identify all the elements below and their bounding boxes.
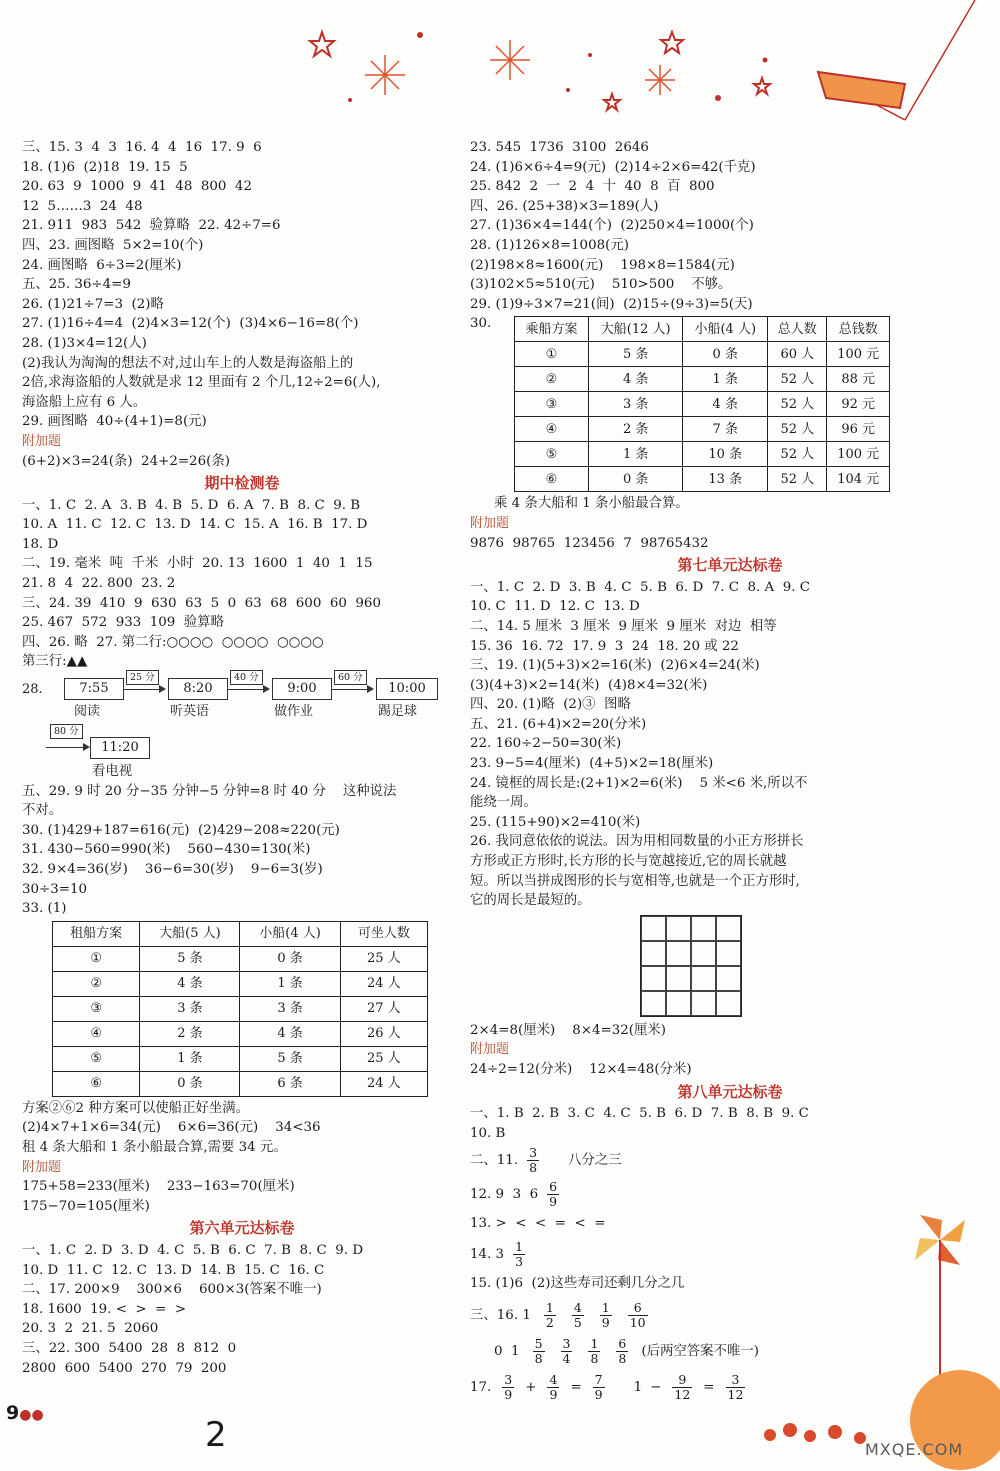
answer-line: 二、19. 毫米 吨 千米 小时 20. 13 1600 1 40 1 15 [22, 556, 373, 572]
numerator: 3 [529, 1144, 538, 1160]
table-cell: 24 人 [340, 971, 427, 996]
table-row [515, 342, 890, 367]
fraction [547, 1180, 559, 1209]
table-cell: 1 条 [140, 1046, 240, 1071]
arrow-icon [332, 689, 368, 690]
firework-icon [365, 40, 675, 95]
numerator: 4 [573, 1299, 582, 1315]
answer-note: (后两空答案不唯一) [641, 1343, 759, 1359]
numerator: 1 [515, 1238, 524, 1254]
table-cell: 3 条 [140, 996, 240, 1021]
answer-line: 不对。 [22, 803, 63, 819]
table-header: 大船(5 人) [140, 921, 240, 946]
numerator: 6 [628, 1301, 648, 1316]
answer-line: 五、25. 36÷4=9 [22, 277, 131, 293]
page-number: 9●● [6, 1402, 44, 1424]
table-cell: ② [53, 971, 140, 996]
numerator: 3 [504, 1371, 513, 1387]
answer-text: 12. 9 3 6 [470, 1186, 539, 1202]
answer-text: 14. 3 [470, 1246, 505, 1262]
answer-line: 30÷3=10 [22, 881, 88, 897]
fraction [572, 1301, 584, 1330]
question-number: 28. [22, 682, 43, 698]
activity-label: 阅读 [74, 704, 101, 720]
answer-line: 29. (1)9÷3×7=21(间) (2)15÷(9÷3)=5(天) [470, 296, 753, 312]
section-title-unit6: 第六单元达标卷 [189, 1219, 295, 1238]
fraction [593, 1373, 605, 1402]
answer-line: 23. 9−5=4(厘米) (4+5)×2=18(厘米) [470, 756, 714, 772]
numerator: 5 [534, 1335, 543, 1351]
bonus-answer: 9876 98765 123456 7 98765432 [470, 535, 709, 551]
table-cell: ② [515, 367, 589, 392]
table-cell: 10 条 [683, 442, 768, 467]
denominator: 12 [674, 1386, 691, 1402]
answer-line: 30. (1)429+187=616(元) (2)429−208≈220(元) [22, 822, 340, 838]
fraction [533, 1337, 545, 1366]
table-row [53, 996, 428, 1021]
table-cell: 6 条 [240, 1071, 340, 1096]
answer-line: 27. (1)16÷4=4 (2)4×3=12(个) (3)4×6−16=8(个) [22, 316, 359, 332]
answer-line: 三、24. 39 410 9 630 63 5 0 63 68 600 60 960 [22, 595, 381, 611]
table-row [53, 971, 428, 996]
table-header: 总钱数 [827, 317, 890, 342]
answer-line: 五、21. (6+4)×2=20(分米) [470, 716, 647, 732]
answers-block-b [470, 578, 990, 911]
answer-line: 29. 画图略 40÷(4+1)=8(元) [22, 414, 207, 430]
denominator: 9 [549, 1193, 558, 1209]
answer-line: (2)我认为淘淘的想法不对,过山车上的人数是海盗船上的 [22, 355, 354, 371]
table-row [515, 467, 890, 492]
time-box: 9:00 [272, 678, 332, 700]
table-cell: 26 人 [340, 1021, 427, 1046]
answer-line: 五、29. 9 时 20 分−35 分钟−5 分钟=8 时 40 分 这种说法 [22, 783, 397, 799]
answer-line: 2800 600 5400 270 79 200 [22, 1360, 227, 1376]
answers-block-b [22, 496, 462, 672]
table-header: 大船(12 人) [589, 317, 683, 342]
answer-line: 24. 画图略 6÷3=2(厘米) [22, 257, 182, 273]
arrow-icon [124, 689, 160, 690]
answer-line: 2倍,求海盗船的人数就是求 12 里面有 2 个几,12÷2=6(人), [22, 375, 381, 391]
pinwheel-illustration [760, 1180, 1000, 1471]
question-11 [470, 1143, 990, 1177]
numerator: 1 [601, 1299, 610, 1315]
minus-sign: − [650, 1379, 662, 1395]
table-row [515, 367, 890, 392]
answer-line: (2)4×7+1×6=34(元) 6×6=36(元) 34<36 [22, 1120, 321, 1136]
answer-line: 15. 36 16. 72 17. 9 3 24 18. 20 或 22 [470, 638, 739, 654]
table-cell: ④ [53, 1021, 140, 1046]
time-box: 7:55 [64, 678, 124, 700]
boat-plan-table [52, 921, 428, 1097]
denominator: 9 [601, 1314, 610, 1330]
denominator: 12 [727, 1386, 744, 1402]
answer-line: 26. (1)21÷7=3 (2)略 [22, 296, 164, 312]
answer-line: 二、17. 200×9 300×6 600×3(答案不唯一) [22, 1282, 322, 1298]
numerator: 3 [726, 1373, 746, 1388]
table-header: 总人数 [768, 317, 827, 342]
denominator: 5 [573, 1314, 582, 1330]
dot-decoration [348, 32, 768, 102]
table-cell: 4 条 [683, 392, 768, 417]
page-number-text: 9 [6, 1402, 20, 1424]
answer-line: 四、20. (1)略 (2)③ 图略 [470, 697, 631, 713]
table-cell: ⑤ [53, 1046, 140, 1071]
fraction [726, 1373, 746, 1402]
denominator: 8 [534, 1350, 543, 1366]
table-cell: 3 条 [240, 996, 340, 1021]
answer-line: 25. 467 572 933 109 验算略 [22, 615, 225, 631]
fraction [628, 1301, 648, 1330]
activity-label: 看电视 [92, 764, 133, 780]
bonus-label: 附加题 [22, 1159, 62, 1175]
answers-block-d [22, 1099, 462, 1158]
table-cell: 100 元 [827, 342, 890, 367]
plus-sign: + [525, 1379, 537, 1395]
answer-line: (3)102×5≈510(元) 510>500 不够。 [470, 277, 732, 293]
answer-line: 18. (1)6 (2)18 19. 15 5 [22, 159, 188, 175]
answer-line: 33. (1) [22, 901, 67, 917]
answer-line: 四、26. 略 27. 第二行:○○○○ ○○○○ ○○○○ [22, 634, 324, 650]
answers-block-c [22, 782, 462, 919]
fraction [544, 1301, 556, 1330]
answer-line: 四、26. (25+38)×3=189(人) [470, 198, 659, 214]
denominator: 9 [504, 1386, 513, 1402]
table-cell: 4 条 [140, 971, 240, 996]
answer-line: 12 5……3 24 48 [22, 198, 143, 214]
left-column [22, 138, 462, 1378]
table-row [53, 1021, 428, 1046]
question-number: 二、11. [470, 1152, 519, 1168]
table-cell: 25 人 [340, 1046, 427, 1071]
swing-icon [818, 0, 975, 120]
table-cell: ③ [515, 392, 589, 417]
table-cell: 52 人 [768, 467, 827, 492]
time-box: 11:20 [90, 737, 150, 759]
table-cell: 96 元 [827, 417, 890, 442]
answer-line: 18. D [22, 536, 59, 552]
answer-line: 23. 545 1736 3100 2646 [470, 140, 649, 155]
fraction [502, 1373, 514, 1402]
section-title-midterm: 期中检测卷 [204, 474, 280, 493]
table-cell: 27 人 [340, 996, 427, 1021]
denominator: 8 [529, 1159, 538, 1175]
answer-line: 10. B [470, 1125, 506, 1141]
fraction [672, 1373, 692, 1402]
arrow-icon [228, 689, 264, 690]
answer-line: 四、23. 画图略 5×2=10(个) [22, 237, 204, 253]
bonus-answer: 175+58=233(厘米) 233−163=70(厘米) [22, 1179, 295, 1195]
answer-line: 31. 430−560=990(米) 560−430=130(米) [22, 842, 311, 858]
interval-tag: 60 分 [334, 670, 367, 685]
table-cell: 4 条 [589, 367, 683, 392]
table-cell: 5 条 [589, 342, 683, 367]
table-cell: 1 条 [683, 367, 768, 392]
answer-line: 一、1. C 2. D 3. B 4. C 5. B 6. D 7. C 8. A 9. C [470, 579, 810, 595]
answer-line: 22. 160÷2−50=30(米) [470, 736, 622, 752]
table-cell: 2 条 [589, 417, 683, 442]
table-cell: 88 元 [827, 367, 890, 392]
denominator: 9 [594, 1386, 603, 1402]
answer-line: 一、1. C 2. A 3. B 4. B 5. D 6. A 7. B 8. C 9. B [22, 497, 361, 513]
table-header: 小船(4 人) [683, 317, 768, 342]
answer-line: 21. 911 983 542 验算略 22. 42÷7=6 [22, 218, 281, 234]
table-header-row [515, 317, 890, 342]
bonus-label: 附加题 [470, 515, 510, 531]
table-cell: ⑤ [515, 442, 589, 467]
table-header: 可坐人数 [340, 921, 427, 946]
numerator: 6 [618, 1335, 627, 1351]
answer-line: 25. (115+90)×2=410(米) [470, 814, 641, 830]
denominator: 10 [629, 1314, 646, 1330]
answer-line: 方案②⑥2 种方案可以使船正好坐满。 [22, 1100, 250, 1116]
question-30 [470, 314, 990, 494]
table-cell: 92 元 [827, 392, 890, 417]
answer-line: 第三行:▲▲ [22, 654, 88, 670]
fraction [616, 1337, 628, 1366]
table-row [53, 946, 428, 971]
table-cell: 1 条 [589, 442, 683, 467]
activity-label: 听英语 [170, 704, 210, 720]
answer-line: 海盗船上应有 6 人。 [22, 394, 147, 410]
answer-line: 15. (1)6 (2)这些寿司还剩几分之几 [470, 1276, 685, 1292]
table-header: 乘船方案 [515, 317, 589, 342]
answer-line: 20. 3 2 21. 5 2060 [22, 1321, 159, 1337]
table-cell: ④ [515, 417, 589, 442]
star-icon [310, 32, 770, 110]
interval-tag: 40 分 [230, 670, 263, 685]
table-cell: ① [53, 946, 140, 971]
question-number: 30. [470, 316, 492, 332]
time-box: 8:20 [168, 678, 228, 700]
table-cell: 2 条 [140, 1021, 240, 1046]
answer-line: 32. 9×4=36(岁) 36−6=30(岁) 9−6=3(岁) [22, 862, 323, 877]
denominator: 2 [545, 1314, 554, 1330]
fraction [513, 1240, 525, 1269]
section-title-unit8: 第八单元达标卷 [677, 1082, 783, 1101]
table-cell: 104 元 [827, 467, 890, 492]
table-row [515, 392, 890, 417]
square-grid-figure [640, 915, 742, 1017]
answer-line: 一、1. C 2. D 3. D 4. C 5. B 6. C 7. B 8. C 9. D [22, 1242, 364, 1258]
answer-line: (3)(4+3)×2=14(米) (4)8×4=32(米) [470, 677, 708, 693]
denominator: 8 [590, 1350, 599, 1366]
numerator: 7 [594, 1371, 603, 1387]
fraction [527, 1146, 539, 1175]
table-cell: 24 人 [340, 1071, 427, 1096]
fraction [561, 1337, 573, 1366]
answer-line: 26. 我同意依依的说法。因为用相同数量的小正方形拼长 [470, 834, 804, 850]
bonus-answer: 24÷2=12(分米) 12×4=48(分米) [470, 1062, 692, 1077]
table-cell: 0 条 [589, 467, 683, 492]
answer-text: 0 1 [494, 1343, 520, 1359]
timeline-diagram [22, 674, 462, 760]
pinwheel-icon [915, 1215, 965, 1380]
table-cell: 3 条 [589, 392, 683, 417]
table-header: 小船(4 人) [240, 921, 340, 946]
table-cell: 5 条 [140, 946, 240, 971]
whole-number: 1 [633, 1379, 643, 1395]
bonus-answer: 175−70=105(厘米) [22, 1198, 150, 1214]
numerator: 1 [545, 1299, 554, 1315]
table-header-row [53, 921, 428, 946]
handwritten-mark: 2 [205, 1415, 227, 1455]
table-cell: ① [515, 342, 589, 367]
section-title-unit7: 第七单元达标卷 [677, 556, 783, 575]
table-row [515, 442, 890, 467]
activity-label: 踢足球 [378, 704, 418, 720]
bonus-label: 附加题 [22, 433, 62, 449]
fraction [547, 1373, 559, 1402]
table-cell: 52 人 [768, 367, 827, 392]
answers-block-e [22, 1241, 462, 1378]
time-box: 10:00 [376, 678, 438, 700]
answer-line: 10. A 11. C 12. C 13. D 14. C 15. A 16. B 17. D [22, 517, 368, 533]
table-cell: 52 人 [768, 442, 827, 467]
answer-line: 13. > < < = < = [470, 1216, 606, 1232]
table-cell: 60 人 [768, 342, 827, 367]
answer-line: 它的周长是最短的。 [470, 893, 591, 909]
bonus-label: 附加题 [470, 1042, 510, 1058]
table-row [515, 417, 890, 442]
bonus-answer: (6+2)×3=24(条) 24+2=26(条) [22, 453, 230, 469]
table-cell: ⑥ [53, 1071, 140, 1096]
numerator: 4 [549, 1371, 558, 1387]
answer-line: 二、14. 5 厘米 3 厘米 9 厘米 9 厘米 对边 相等 [470, 618, 777, 634]
numerator: 6 [549, 1178, 558, 1194]
answer-line: 一、1. B 2. B 3. C 4. C 5. B 6. D 7. B 8. B 9. C [470, 1106, 809, 1122]
answer-line: 28. (1)126×8=1008(元) [470, 237, 629, 253]
table-cell: 0 条 [683, 342, 768, 367]
answer-line: 能绕一周。 [470, 795, 537, 811]
answer-text: 八分之三 [568, 1152, 622, 1168]
answer-line: 24. (1)6×6÷4=9(元) (2)14÷2×6=42(千克) [470, 159, 756, 175]
interval-tag: 80 分 [50, 724, 83, 739]
table-cell: 0 条 [240, 946, 340, 971]
equals-sign: = [570, 1379, 582, 1395]
answer-line: 10. C 11. D 12. C 13. D [470, 599, 640, 615]
answer-line: 27. (1)36×4=144(个) (2)250×4=1000(个) [470, 218, 754, 234]
answer-text: 三、16. 1 [470, 1307, 531, 1323]
answer-line: 三、22. 300 5400 28 8 812 0 [22, 1340, 237, 1356]
arrow-icon [46, 747, 84, 748]
table-cell: 5 条 [240, 1046, 340, 1071]
answer-line: 2×4=8(厘米) 8×4=32(厘米) [470, 1022, 667, 1038]
header-decoration [0, 0, 1000, 130]
answer-line: 18. 1600 19. < > = > [22, 1301, 187, 1317]
table-cell: 7 条 [683, 417, 768, 442]
numerator: 1 [590, 1335, 599, 1351]
table-row [53, 1071, 428, 1096]
table-cell: 13 条 [683, 467, 768, 492]
table-cell: 52 人 [768, 392, 827, 417]
table-cell: 100 元 [827, 442, 890, 467]
interval-tag: 25 分 [126, 670, 159, 685]
fraction [600, 1301, 612, 1330]
denominator: 3 [515, 1253, 524, 1269]
answer-line: 三、15. 3 4 3 16. 4 4 16 17. 9 6 [22, 140, 262, 155]
answers-block-a [470, 138, 990, 314]
denominator: 4 [562, 1350, 571, 1366]
table-cell: ③ [53, 996, 140, 1021]
flower-icon [764, 1423, 866, 1444]
answer-line: 方形或正方形时,长方形的长与宽越接近,它的周长就越 [470, 854, 787, 870]
denominator: 9 [549, 1386, 558, 1402]
table-cell: ⑥ [515, 467, 589, 492]
table-cell: 0 条 [140, 1071, 240, 1096]
table-cell: 25 人 [340, 946, 427, 971]
boat-cost-table [514, 316, 890, 492]
answer-line: 25. 842 2 一 2 4 十 40 8 百 800 [470, 179, 715, 195]
equals-sign: = [703, 1379, 715, 1395]
answer-line: 28. (1)3×4=12(人) [22, 335, 147, 351]
table-cell: 52 人 [768, 417, 827, 442]
answer-line: 三、19. (1)(5+3)×2=16(米) (2)6×4=24(米) [470, 658, 760, 674]
watermark: MXQE.COM [865, 1440, 964, 1459]
answer-line: 21. 8 4 22. 800 23. 2 [22, 576, 176, 592]
table-cell: 4 条 [240, 1021, 340, 1046]
answer-line: 租 4 条大船和 1 条小船最合算,需要 34 元。 [22, 1139, 287, 1155]
activity-label: 做作业 [274, 704, 314, 720]
answer-line: 24. 镜框的周长是:(2+1)×2=6(米) 5 米<6 米,所以不 [470, 775, 808, 791]
table-header: 租船方案 [53, 921, 140, 946]
answer-line: 10. D 11. C 12. C 13. D 14. B 15. C 16. C [22, 1262, 325, 1278]
answer-line: 短。所以当拼成图形的长与宽相等,也就是一个正方形时, [470, 873, 800, 889]
question-number: 17. [470, 1379, 492, 1395]
denominator: 8 [618, 1350, 627, 1366]
table-row [53, 1046, 428, 1071]
numerator: 9 [672, 1373, 692, 1388]
answer-line: 乘 4 条大船和 1 条小船最合算。 [494, 496, 689, 512]
table-cell: 1 条 [240, 971, 340, 996]
answer-line: (2)198×8≈1600(元) 198×8=1584(元) [470, 257, 735, 273]
answer-line: 20. 63 9 1000 9 41 48 800 42 [22, 179, 252, 195]
numerator: 3 [562, 1335, 571, 1351]
answers-block-a [22, 138, 462, 432]
fraction [588, 1337, 600, 1366]
